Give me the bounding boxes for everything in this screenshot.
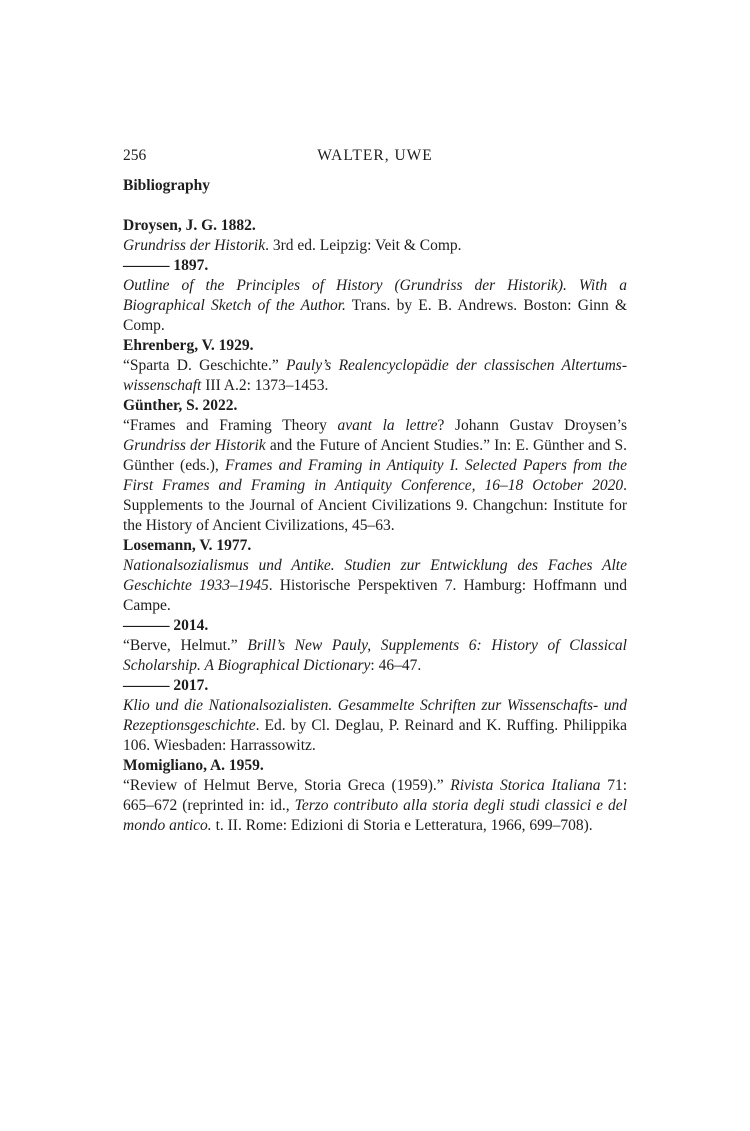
italic-segment: Nationalsozialismus und Antike. Studien zur Entwicklung des Faches Alte Geschichte 1933–1945 [123, 557, 627, 594]
roman-segment: : 46–47. [370, 657, 422, 674]
entry-heading: ——— 2014. [123, 617, 209, 634]
roman-segment: and the Future of Ancient Studies.” In: E. Günther and S. Günther (eds.), [123, 437, 627, 474]
bibliography-entry [123, 256, 627, 336]
entry-heading: ——— 1897. [123, 257, 209, 274]
entry-body [123, 636, 627, 676]
italic-segment: Rivista Storica Italiana [450, 777, 601, 794]
running-head: WALTER, UWE [317, 147, 433, 164]
roman-segment: “Sparta D. Geschichte.” [123, 357, 286, 374]
roman-segment: “Review of Helmut Berve, Storia Greca (1959).” [123, 777, 451, 794]
italic-segment: Brill’s New Pauly, Supplements 6: History of Classical Scholarship. A Biographical Dictionary [123, 637, 627, 674]
bibliography-entries [123, 216, 627, 836]
entry-body [123, 556, 627, 616]
roman-segment: “Frames and Framing Theory [123, 417, 338, 434]
roman-segment: t. II. Rome: Edizioni di Storia e Letteratura, 1966, 699–708). [211, 817, 593, 834]
entry-heading: Ehrenberg, V. 1929. [123, 337, 254, 354]
entry-heading: Günther, S. 2022. [123, 397, 238, 414]
roman-segment: “Berve, Helmut.” [123, 637, 248, 654]
roman-segment: . Supplements to the Journal of Ancient Civilizations 9. Changchun: Institute for the History of Ancient Civilizations, 45–63. [123, 477, 627, 534]
entry-heading: Droysen, J. G. 1882. [123, 217, 256, 234]
italic-segment: avant la lettre [337, 417, 438, 434]
roman-segment: ? Johann Gustav Droysen’s [437, 417, 627, 434]
entry-heading: ——— 2017. [123, 677, 209, 694]
italic-segment: Grundriss der Historik [123, 237, 266, 254]
bibliography-entry [123, 396, 627, 536]
entry-body [123, 776, 627, 836]
roman-segment: . 3rd ed. Leipzig: Veit & Comp. [265, 237, 462, 254]
roman-segment: . Historische Perspektiven 7. Hamburg: Hoffmann und Campe. [123, 577, 627, 614]
italic-segment: Klio und die Nationalsozialisten. Gesammelte Schriften zur Wissenschafts- und Rezeptionsgeschichte [123, 697, 627, 734]
italic-segment: Grundriss der Historik [123, 437, 266, 454]
roman-segment: III A.2: 1373–1453. [201, 377, 329, 394]
section-title-bibliography: Bibliography [123, 177, 210, 194]
bibliography-entry [123, 336, 627, 396]
roman-segment: . Ed. by Cl. Deglau, P. Reinard and K. Ruffing. Philippika 106. Wiesbaden: Harrassowitz. [123, 717, 627, 754]
entry-body [123, 276, 627, 336]
bibliography-entry [123, 216, 627, 256]
entry-heading: Losemann, V. 1977. [123, 537, 252, 554]
running-header [123, 146, 627, 166]
bibliography-entry [123, 616, 627, 676]
page-number: 256 [123, 147, 147, 164]
bibliography-entry [123, 756, 627, 836]
bibliography-entry [123, 676, 627, 756]
roman-segment: Trans. by E. B. Andrews. Boston: Ginn & Comp. [123, 297, 627, 334]
italic-segment: Frames and Framing in Antiquity I. Selected Papers from the First Frames and Framing in Antiquity Conference, 16–18 October 2020 [123, 457, 627, 494]
entry-body [123, 356, 627, 396]
entry-body [123, 236, 627, 256]
italic-segment: Terzo contributo alla storia degli studi classici e del mondo antico. [123, 797, 627, 834]
bibliography-entry [123, 536, 627, 616]
roman-segment: 71: 665–672 (reprinted in: id., [123, 777, 628, 814]
entry-body [123, 696, 627, 756]
entry-heading: Momigliano, A. 1959. [123, 757, 264, 774]
entry-body [123, 416, 627, 536]
italic-segment: Outline of the Principles of History (Grundriss der Historik). With a Biographical Sketch of the Author. [123, 277, 627, 314]
italic-segment: Pauly’s Realencyclopädie der classischen Altertumswissenschaft [123, 357, 627, 394]
